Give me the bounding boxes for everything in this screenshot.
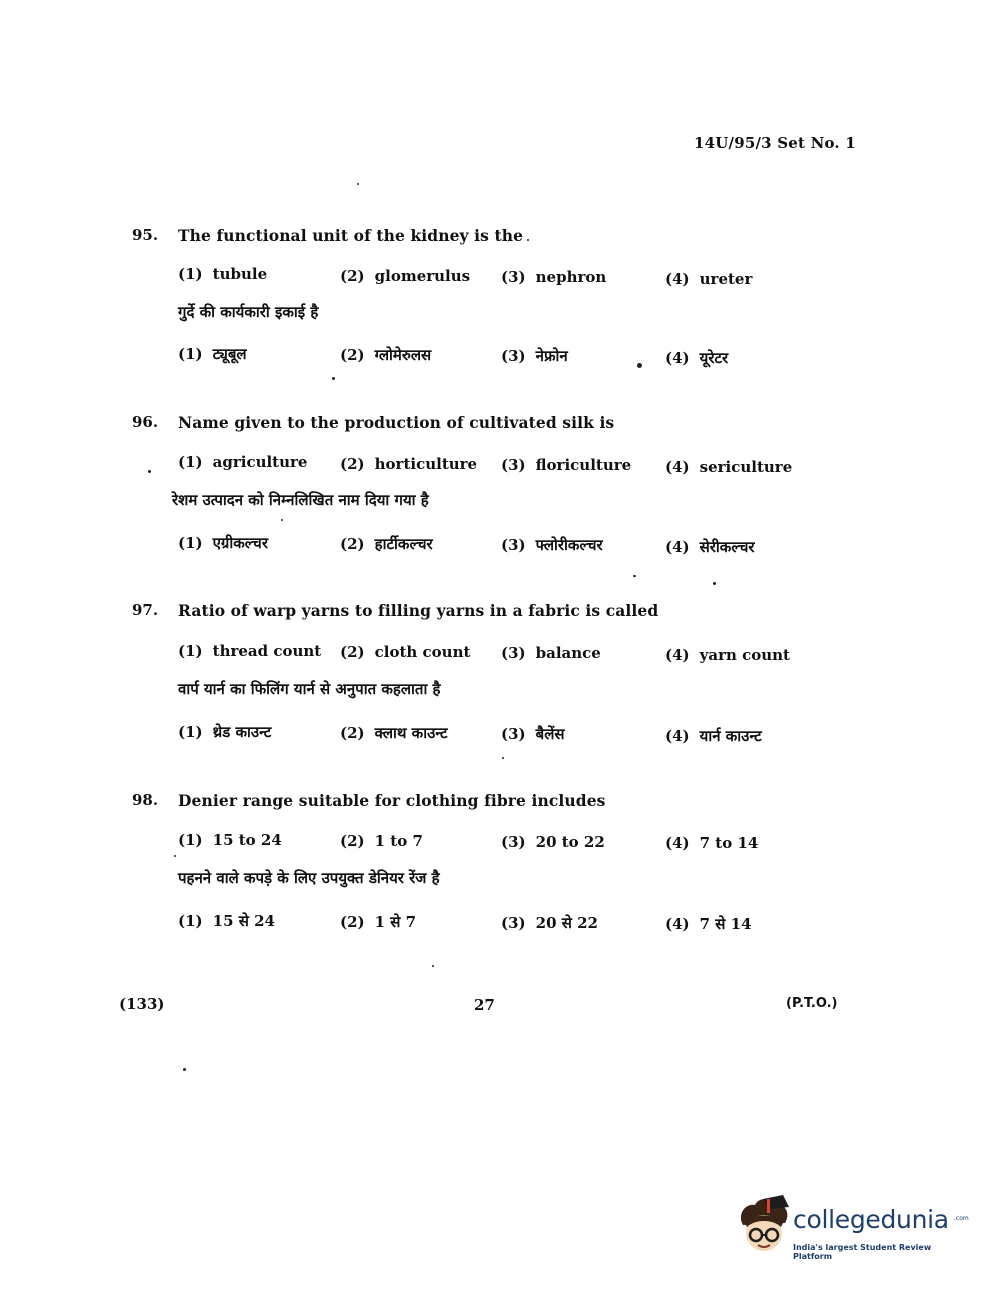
question-number: 96. xyxy=(132,413,159,431)
option-1 xyxy=(178,642,321,660)
option-label: 7 to 14 xyxy=(699,834,759,852)
option-1 xyxy=(178,831,282,849)
option-label: 7 से 14 xyxy=(699,915,752,933)
scan-speck xyxy=(713,582,716,585)
option-number: (4) xyxy=(665,646,690,664)
option-3-hindi xyxy=(501,913,598,933)
option-label: nephron xyxy=(535,268,607,286)
option-3 xyxy=(501,268,606,286)
option-number: (2) xyxy=(340,267,365,285)
option-4-hindi xyxy=(665,914,752,934)
scan-speck xyxy=(183,1068,186,1071)
option-label: बैलेंस xyxy=(535,725,565,743)
option-4 xyxy=(665,646,790,664)
option-number: (1) xyxy=(178,453,203,471)
question-text: The functional unit of the kidney is the xyxy=(178,226,524,245)
option-number: (4) xyxy=(665,458,690,476)
option-label: 15 से 24 xyxy=(212,912,275,930)
question-text-hindi: रेशम उत्पादन को निम्नलिखित नाम दिया गया है xyxy=(172,491,429,509)
option-number: (1) xyxy=(178,723,203,741)
option-2 xyxy=(340,643,470,661)
option-label: ट्यूबूल xyxy=(212,345,247,363)
option-3 xyxy=(501,456,631,474)
option-label: horticulture xyxy=(374,455,478,473)
question-text-hindi: पहनने वाले कपड़े के लिए उपयुक्त डेनियर रेंज है xyxy=(178,869,440,887)
scan-speck xyxy=(148,470,151,473)
option-label: 15 to 24 xyxy=(212,831,282,849)
option-number: (3) xyxy=(501,644,526,662)
option-number: (4) xyxy=(665,727,690,745)
option-label: ureter xyxy=(699,270,753,288)
paper-code: 14U/95/3 Set No. 1 xyxy=(694,134,856,152)
scan-speck xyxy=(332,377,335,380)
option-3 xyxy=(501,833,605,851)
option-number: (4) xyxy=(665,915,690,933)
option-number: (2) xyxy=(340,346,365,364)
page-number: 27 xyxy=(474,996,495,1014)
logo-wordmark: collegedunia xyxy=(793,1205,949,1234)
pto-label: (P.T.O.) xyxy=(786,996,838,1011)
question-text: Name given to the production of cultivated silk is xyxy=(178,413,615,432)
option-number: (3) xyxy=(501,725,526,743)
question-number: 98. xyxy=(132,791,159,809)
scan-speck xyxy=(432,965,434,967)
option-label: क्लाथ काउन्ट xyxy=(374,724,448,742)
option-label: sericulture xyxy=(699,458,793,476)
option-number: (1) xyxy=(178,912,203,930)
option-number: (2) xyxy=(340,724,365,742)
option-3-hindi xyxy=(501,535,603,555)
option-2-hindi xyxy=(340,723,448,743)
question-text: Ratio of warp yarns to filling yarns in a fabric is called xyxy=(178,601,659,620)
option-number: (1) xyxy=(178,642,203,660)
option-label: balance xyxy=(535,644,601,662)
option-2-hindi xyxy=(340,912,416,932)
question-number: 95. xyxy=(132,226,159,244)
option-3 xyxy=(501,644,601,662)
option-number: (4) xyxy=(665,834,690,852)
scan-speck xyxy=(357,183,359,185)
option-number: (2) xyxy=(340,643,365,661)
option-number: (1) xyxy=(178,831,203,849)
option-number: (3) xyxy=(501,833,526,851)
option-number: (2) xyxy=(340,455,365,473)
option-4-hindi xyxy=(665,348,728,368)
option-number: (1) xyxy=(178,534,203,552)
option-1-hindi xyxy=(178,911,275,931)
option-label: floriculture xyxy=(535,456,632,474)
option-number: (4) xyxy=(665,270,690,288)
option-label: glomerulus xyxy=(374,267,471,285)
option-4 xyxy=(665,834,758,852)
option-label: agriculture xyxy=(212,453,308,471)
option-label: फ्लोरीकल्चर xyxy=(535,536,603,554)
option-label: 1 to 7 xyxy=(374,832,423,850)
scan-speck xyxy=(633,575,636,577)
option-4 xyxy=(665,270,752,288)
option-2-hindi xyxy=(340,534,433,554)
option-4-hindi xyxy=(665,537,754,557)
option-1-hindi xyxy=(178,722,271,742)
option-number: (3) xyxy=(501,536,526,554)
option-3-hindi xyxy=(501,346,568,366)
option-label: 20 से 22 xyxy=(535,914,598,932)
option-label: cloth count xyxy=(374,643,471,661)
option-2 xyxy=(340,267,470,285)
scan-speck xyxy=(527,239,529,241)
footer-code: (133) xyxy=(119,995,165,1013)
option-number: (2) xyxy=(340,535,365,553)
scan-speck xyxy=(502,757,504,759)
option-number: (3) xyxy=(501,347,526,365)
question-text-hindi: गुर्दे की कार्यकारी इकाई है xyxy=(178,303,319,321)
option-label: 20 to 22 xyxy=(535,833,605,851)
logo-domain: .com xyxy=(954,1215,969,1222)
question-text: Denier range suitable for clothing fibre includes xyxy=(178,791,606,810)
option-2 xyxy=(340,455,477,473)
option-number: (3) xyxy=(501,268,526,286)
scan-speck xyxy=(637,363,642,368)
option-2-hindi xyxy=(340,345,431,365)
question-text-hindi: वार्प यार्न का फिलिंग यार्न से अनुपात कहलाता है xyxy=(178,680,441,698)
option-1 xyxy=(178,453,307,471)
option-number: (3) xyxy=(501,456,526,474)
option-2 xyxy=(340,832,423,850)
scan-speck xyxy=(281,519,283,521)
option-label: 1 से 7 xyxy=(374,913,417,931)
option-number: (2) xyxy=(340,913,365,931)
scan-speck xyxy=(174,855,176,857)
option-number: (4) xyxy=(665,538,690,556)
option-1 xyxy=(178,265,267,283)
option-label: ग्लोमेरुलस xyxy=(374,346,432,364)
option-label: यूरेटर xyxy=(699,349,729,367)
option-4-hindi xyxy=(665,726,762,746)
option-label: हार्टीकल्चर xyxy=(374,535,433,553)
option-label: tubule xyxy=(212,265,268,283)
collegedunia-logo xyxy=(733,1195,969,1265)
option-number: (1) xyxy=(178,345,203,363)
option-label: सेरीकल्चर xyxy=(699,538,755,556)
option-4 xyxy=(665,458,792,476)
option-label: thread count xyxy=(212,642,322,660)
option-number: (1) xyxy=(178,265,203,283)
option-label: यार्न काउन्ट xyxy=(699,727,762,745)
option-1-hindi xyxy=(178,344,247,364)
question-number: 97. xyxy=(132,601,159,619)
option-label: थ्रेड काउन्ट xyxy=(212,723,272,741)
option-number: (2) xyxy=(340,832,365,850)
option-label: yarn count xyxy=(699,646,790,664)
option-number: (4) xyxy=(665,349,690,367)
mascot-icon xyxy=(733,1195,795,1259)
option-3-hindi xyxy=(501,724,565,744)
option-number: (3) xyxy=(501,914,526,932)
option-1-hindi xyxy=(178,533,268,553)
logo-tagline: India's largest Student Review Platform xyxy=(793,1243,932,1261)
option-label: एग्रीकल्चर xyxy=(212,534,268,552)
option-label: नेफ्रोन xyxy=(535,347,568,365)
